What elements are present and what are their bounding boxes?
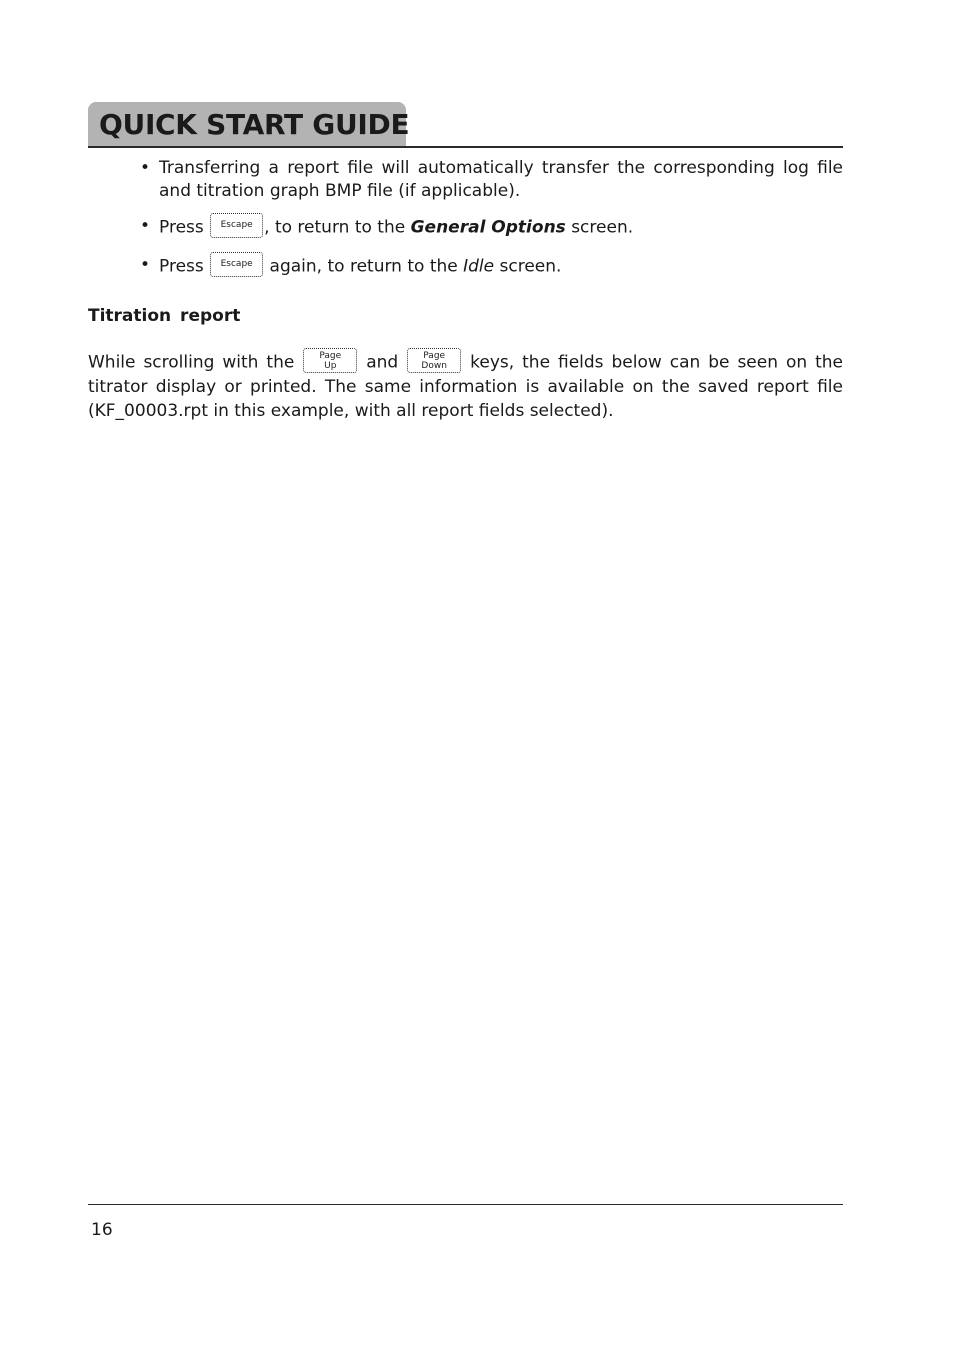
bullet-icon: •: [140, 216, 151, 236]
page-number: 16: [91, 1220, 113, 1240]
list-item: [140, 254, 843, 281]
bullet-text-middle: , to return to the: [264, 217, 411, 238]
bullet-text-suffix: screen.: [565, 217, 634, 238]
bullet-text-middle: again, to return to the: [264, 256, 464, 277]
escape-key-icon: Escape: [210, 213, 263, 238]
bullet-text: Transferring a report file will automatically transfer the corresponding log file and titration graph BMP file (if applicable).: [159, 158, 843, 201]
page-down-key-icon: [407, 348, 461, 373]
page-up-key-icon: [303, 348, 357, 373]
header-divider: [88, 146, 843, 148]
paragraph-text: and: [358, 352, 407, 373]
page-title: QUICK START GUIDE: [99, 108, 410, 141]
key-label-top: Page: [319, 351, 342, 361]
paragraph-text: While scrolling with the: [88, 352, 303, 373]
bullet-list: [140, 157, 843, 281]
section-heading: Titration report: [88, 306, 241, 326]
key-label-bottom: Up: [324, 361, 337, 371]
bullet-text-suffix: screen.: [494, 256, 562, 277]
paragraph-text: keys, the fields below can be seen on the titrator display or printed. The same information is available on the saved report file (KF_00003.rpt in this example, with all report fields selected).: [88, 352, 844, 421]
bullet-text-prefix: Press: [159, 256, 210, 277]
footer-divider: [88, 1204, 843, 1205]
idle-label: Idle: [463, 256, 495, 277]
general-options-label: General Options: [410, 217, 566, 238]
escape-key-icon: Escape: [210, 252, 263, 277]
bullet-icon: •: [140, 255, 151, 275]
bullet-text-prefix: Press: [159, 217, 210, 238]
list-item: [140, 215, 843, 242]
list-item: [140, 157, 843, 203]
key-label-top: Page: [423, 351, 446, 361]
key-label-bottom: Down: [421, 361, 447, 371]
bullet-icon: •: [140, 158, 151, 178]
section-paragraph: [88, 350, 843, 423]
